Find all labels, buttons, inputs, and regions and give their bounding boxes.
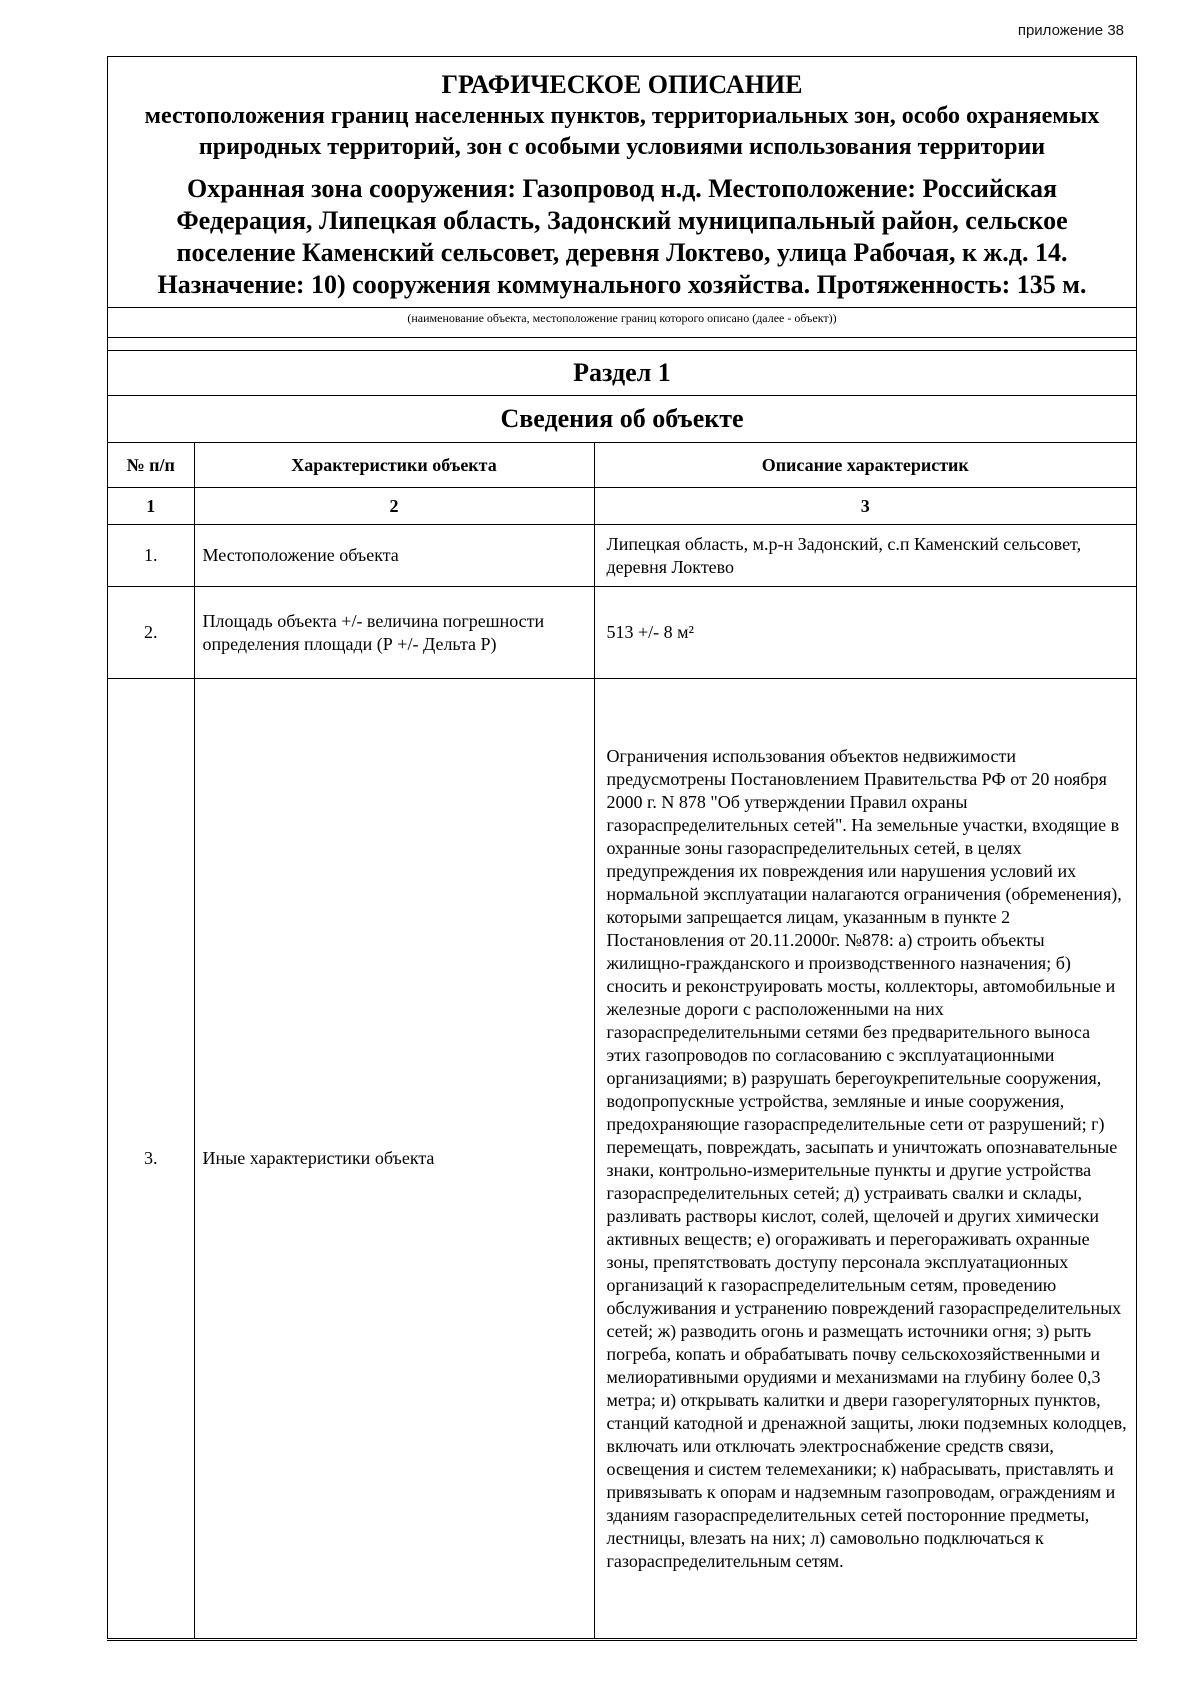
object-info-table	[108, 442, 1136, 1639]
table-row	[108, 587, 1136, 679]
row-description: 513 +/- 8 м²	[594, 587, 1136, 679]
document-header	[108, 57, 1136, 307]
row-description: Липецкая область, м.р-н Задонский, с.п Каменский сельсовет, деревня Локтево	[594, 525, 1136, 587]
section-title: Раздел 1	[108, 350, 1136, 395]
table-row	[108, 679, 1136, 1639]
column-number: 1	[108, 488, 194, 525]
document-subtitle: местоположения границ населенных пунктов, территориальных зон, особо охраняемых природных территорий, зон с особыми условиями использования территории	[144, 103, 1100, 160]
row-number: 2.	[108, 587, 194, 679]
table-header-row	[108, 443, 1136, 488]
row-description: Ограничения использования объектов недвижимости предусмотрены Постановлением Правительства РФ от 20 ноября 2000 г. N 878 "Об утверждении Правил охраны газораспределительных сетей". На земельные участки, входящие в охранные зоны газораспределительных сетей, в целях предупреждения их повреждения или нарушения условий их нормальной эксплуатации налагаются ограничения (обременения), которыми запрещается лицам, указанным в пункте 2 Постановления от 20.11.2000г. №878: а) строить объекты жилищно-гражданского и производственного назначения; б) сносить и реконструировать мосты, коллекторы, автомобильные и железные дороги с расположенными на них газораспределительными сетями без предварительного выноса этих газопроводов по согласованию с эксплуатационными организациями; в) разрушать берегоукрепительные сооружения, водопропускные устройства, земляные и иные сооружения, предохраняющие газораспределительные сети от разрушений; г) перемещать, повреждать, засыпать и уничтожать опознавательные знаки, контрольно-измерительные пункты и другие устройства газораспределительных сетей; д) устраивать свалки и склады, разливать растворы кислот, солей, щелочей и других химически активных веществ; е) огораживать и перегораживать охранные зоны, препятствовать доступу персонала эксплуатационных организаций к газораспределительным сетям, проведению обслуживания и устранению повреждений газораспределительных сетей; ж) разводить огонь и размещать источники огня; з) рыть погреба, копать и обрабатывать почву сельскохозяйственными и мелиоративными орудиями и механизмами на глубину более 0,3 метра; и) открывать калитки и двери газорегуляторных пунктов, станций катодной и дренажной защиты, люки подземных колодцев, включать или отключать электроснабжение средств связи, освещения и систем телемеханики; к) набрасывать, приставлять и привязывать к опорам и надземным газопроводам, ограждениям и зданиям газораспределительных сетей посторонние предметы, лестницы, влезать на них; л) самовольно подключаться к газораспределительным сетям.	[594, 679, 1136, 1639]
spacer-row	[108, 337, 1136, 350]
bottom-border-line	[107, 1640, 1137, 1641]
row-characteristic: Площадь объекта +/- величина погрешности определения площади (Р +/- Дельта Р)	[194, 587, 594, 679]
column-number: 2	[194, 488, 594, 525]
header-description: Описание характеристик	[594, 443, 1136, 488]
object-note: (наименование объекта, местоположение границ которого описано (далее - объект))	[108, 307, 1136, 337]
table-row	[108, 525, 1136, 587]
document-title: ГРАФИЧЕСКОЕ ОПИСАНИЕ	[441, 70, 803, 99]
section-subtitle: Сведения об объекте	[108, 395, 1136, 442]
row-number: 1.	[108, 525, 194, 587]
row-characteristic: Иные характеристики объекта	[194, 679, 594, 1639]
column-number: 3	[594, 488, 1136, 525]
row-number: 3.	[108, 679, 194, 1639]
column-number-row	[108, 488, 1136, 525]
appendix-label: приложение 38	[1017, 22, 1124, 39]
header-characteristic: Характеристики объекта	[194, 443, 594, 488]
document-frame	[107, 56, 1137, 1639]
row-characteristic: Местоположение объекта	[194, 525, 594, 587]
object-description: Охранная зона сооружения: Газопровод н.д. Местоположение: Российская Федерация, Липецкая область, Задонский муниципальный район, сельское поселение Каменский сельсовет, деревня Локтево, улица Рабочая, к ж.д. 14. Назначение: 10) сооружения коммунального хозяйства. Протяженность: 135 м.	[157, 174, 1087, 299]
header-number: № п/п	[108, 443, 194, 488]
